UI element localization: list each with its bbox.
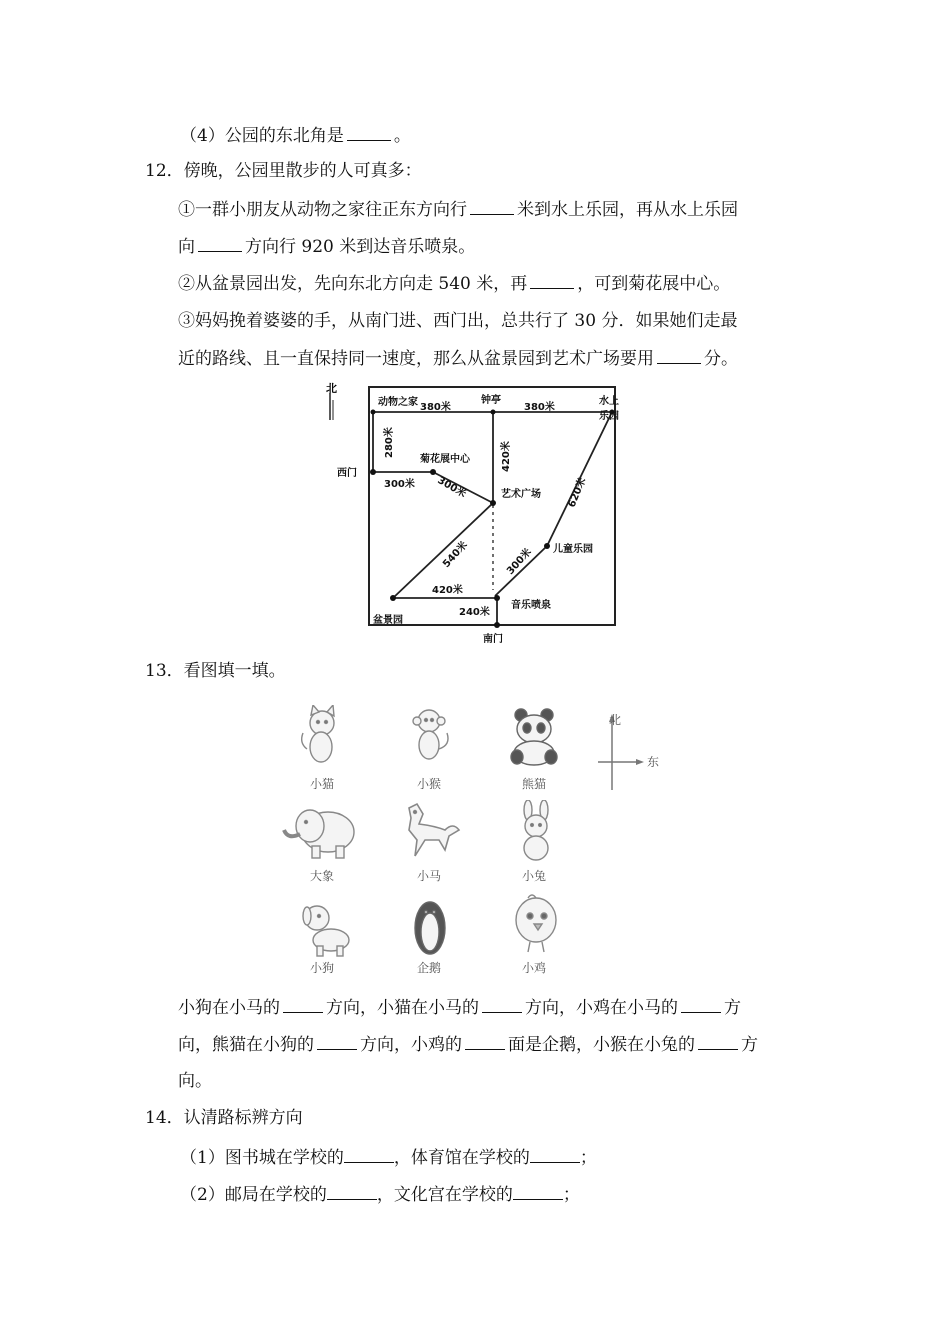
q13-line1: 小狗在小马的 方向，小猫在小马的 方向，小鸡在小马的 方 — [178, 998, 741, 1018]
answer-blank[interactable] — [482, 996, 522, 1013]
dist-300-b: 300米 — [435, 475, 468, 501]
penguin-icon — [410, 898, 450, 958]
park-boundary — [369, 387, 615, 625]
compass-north-label: 北 — [608, 713, 621, 727]
q13-title: 13．看图填一填。 — [145, 661, 286, 681]
q14-item1: （1）图书城在学校的 ，体育馆在学校的 ； — [180, 1148, 597, 1168]
answer-blank[interactable] — [327, 1183, 377, 1200]
q14-item2: （2）邮局在学校的 ，文化宫在学校的 ； — [180, 1185, 580, 1205]
animal-label-panda: 熊猫 — [521, 777, 546, 791]
animal-label-elephant: 大象 — [309, 869, 334, 883]
answer-blank[interactable] — [657, 347, 701, 364]
answer-blank[interactable] — [513, 1183, 563, 1200]
animal-label-dog: 小狗 — [309, 961, 334, 975]
label-kids-park: 儿童乐园 — [553, 544, 593, 555]
label-clock: 钟亭 — [481, 395, 501, 406]
north-arrow-icon — [330, 393, 333, 420]
label-chrysanthemum: 菊花展中心 — [420, 454, 470, 465]
answer-blank[interactable] — [530, 1146, 580, 1163]
compass-east-label: 东 — [646, 755, 659, 769]
animal-label-chick: 小鸡 — [521, 961, 546, 975]
chick-icon — [508, 892, 562, 956]
answer-blank[interactable] — [283, 996, 323, 1013]
animal-label-penguin: 企鹅 — [416, 961, 441, 975]
dist-240: 240米 — [459, 607, 490, 618]
q12-s1-line1: ①一群小朋友从动物之家往正东方向行 米到水上乐园，再从水上乐园 — [178, 200, 738, 220]
label-water-1: 水上 — [599, 396, 619, 407]
dist-300-a: 300米 — [384, 479, 415, 490]
q14-title: 14．认清路标辨方向 — [145, 1108, 303, 1128]
rabbit-icon — [510, 800, 562, 862]
animal-label-horse: 小马 — [416, 869, 441, 883]
answer-blank[interactable] — [470, 198, 514, 215]
panda-icon — [505, 705, 563, 767]
label-music-fountain: 音乐喷泉 — [511, 600, 551, 611]
cat-icon — [297, 705, 347, 767]
label-south-gate: 南门 — [483, 634, 503, 645]
dist-300-c: 300米 — [505, 546, 534, 578]
answer-blank[interactable] — [347, 124, 391, 141]
label-west-gate: 西门 — [337, 468, 357, 479]
q12-s1-line2: 向 方向行 920 米到达音乐喷泉。 — [178, 237, 476, 257]
label-zoo: 动物之家 — [378, 397, 418, 408]
answer-blank[interactable] — [344, 1146, 394, 1163]
answer-blank[interactable] — [465, 1033, 505, 1050]
elephant-icon — [280, 800, 366, 862]
animal-label-monkey: 小猴 — [416, 777, 441, 791]
horse-icon — [395, 800, 465, 862]
animal-label-rabbit: 小兔 — [521, 869, 546, 883]
label-bonsai: 盆景园 — [373, 615, 403, 626]
label-art-square: 艺术广场 — [501, 489, 541, 500]
q12-s3-line1: ③妈妈挽着婆婆的手，从南门进、西门出，总共行了 30 分．如果她们走最 — [178, 311, 738, 331]
q12-s3-line2: 近的路线、且一直保持同一速度，那么从盆景园到艺术广场要用 分。 — [178, 349, 738, 369]
north-label: 北 — [326, 382, 337, 395]
dist-380-a: 380米 — [420, 402, 451, 413]
dist-280: 280米 — [384, 427, 395, 458]
dist-420-v: 420米 — [501, 441, 512, 472]
q13-line2: 向，熊猫在小狗的 方向，小鸡的 面是企鹅，小猴在小兔的 方 — [178, 1035, 758, 1055]
dist-380-b: 380米 — [524, 402, 555, 413]
dist-420-h: 420米 — [432, 585, 463, 596]
q11-item4: （4）公园的东北角是 。 — [180, 126, 411, 146]
q12-title: 12．傍晚，公园里散步的人可真多： — [145, 161, 422, 181]
q13-line3: 向。 — [178, 1071, 212, 1091]
park-paths — [373, 412, 612, 625]
monkey-icon — [405, 705, 455, 767]
answer-blank[interactable] — [530, 272, 574, 289]
dist-620: 620米 — [566, 476, 589, 510]
dog-icon — [297, 900, 353, 958]
animal-label-cat: 小猫 — [309, 777, 334, 791]
answer-blank[interactable] — [698, 1033, 738, 1050]
label-water-2: 乐园 — [599, 411, 619, 422]
answer-blank[interactable] — [317, 1033, 357, 1050]
dist-540: 540米 — [441, 539, 470, 571]
park-map — [310, 378, 630, 648]
answer-blank[interactable] — [198, 235, 242, 252]
q12-s2: ②从盆景园出发，先向东北方向走 540 米，再 ，可到菊花展中心。 — [178, 274, 731, 294]
answer-blank[interactable] — [681, 996, 721, 1013]
